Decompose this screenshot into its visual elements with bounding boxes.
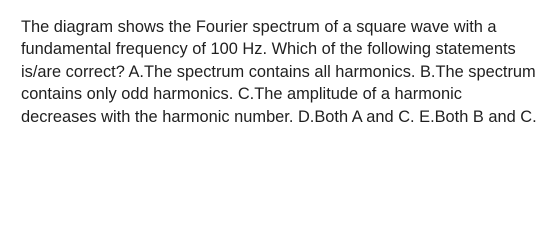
question-text: The diagram shows the Fourier spectrum of a square wave with a fundamental frequency of 100 Hz. Which of the following statements is/are correct? A.The spectrum contains all harmonics. B.The spectrum contains only odd harmonics. C.The amplitude of a harmonic decreases with the harmonic number. D.Both A and C. E.Both B and C.	[21, 18, 537, 126]
